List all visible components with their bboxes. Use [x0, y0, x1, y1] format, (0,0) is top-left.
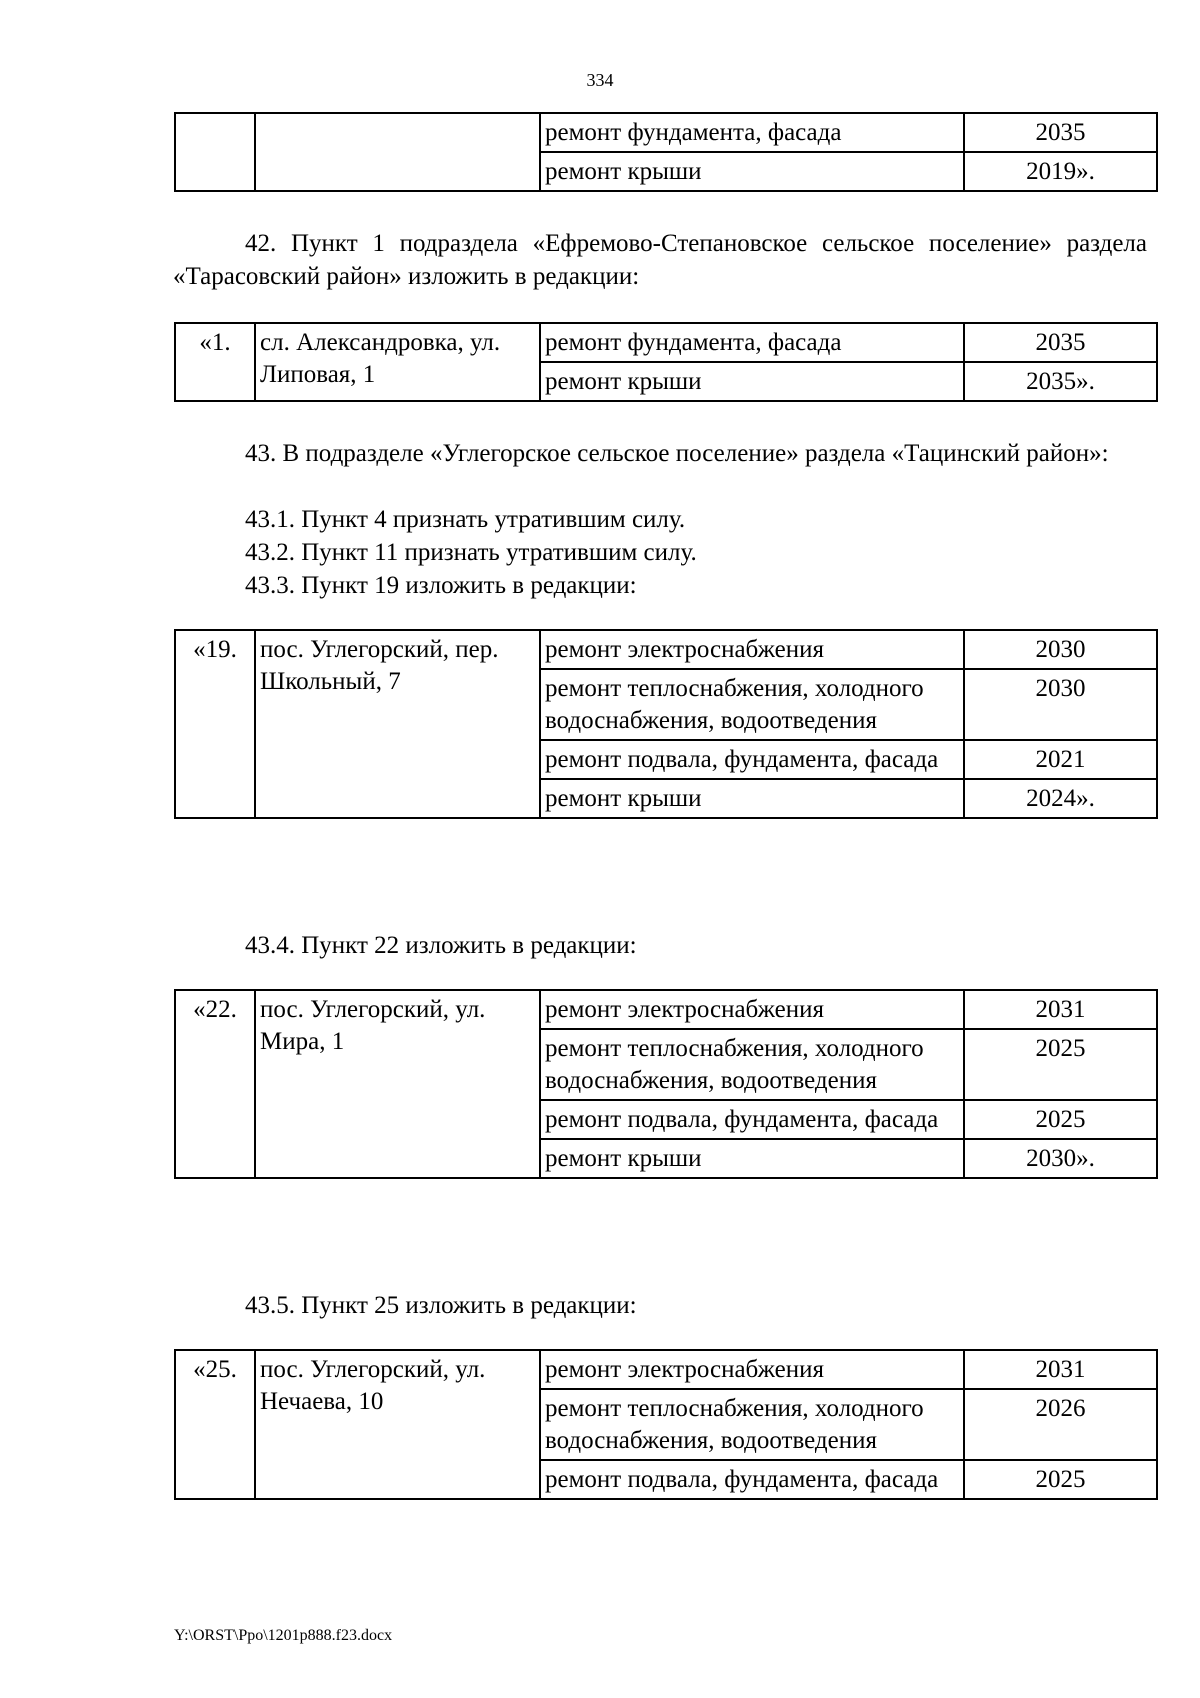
cell-year: 2024».	[964, 779, 1157, 818]
cell-work: ремонт крыши	[540, 152, 964, 191]
table-row	[175, 990, 1157, 1029]
cell-work: ремонт электроснабжения	[540, 630, 964, 669]
cell-work: ремонт фундамента, фасада	[540, 323, 964, 362]
cell-num: «19.	[175, 630, 255, 818]
cell-work: ремонт подвала, фундамента, фасада	[540, 1460, 964, 1499]
cell-year: 2035	[964, 323, 1157, 362]
cell-address: сл. Александровка, ул. Липовая, 1	[255, 323, 540, 401]
paragraph-43-5: 43.5. Пункт 25 изложить в редакции:	[245, 1292, 637, 1319]
cell-work: ремонт теплоснабжения, холодного водоснабжения, водоотведения	[540, 1029, 964, 1100]
table-row	[175, 630, 1157, 669]
table-row	[175, 1350, 1157, 1389]
cell-year: 2026	[964, 1389, 1157, 1460]
cell-address: пос. Углегорский, пер. Школьный, 7	[255, 630, 540, 818]
cell-year: 2031	[964, 1350, 1157, 1389]
cell-work: ремонт крыши	[540, 1139, 964, 1178]
cell-year: 2019».	[964, 152, 1157, 191]
cell-work: ремонт теплоснабжения, холодного водоснабжения, водоотведения	[540, 669, 964, 740]
cell-year: 2021	[964, 740, 1157, 779]
cell-year: 2031	[964, 990, 1157, 1029]
cell-year: 2030	[964, 669, 1157, 740]
cell-num: «22.	[175, 990, 255, 1178]
cell-year: 2030».	[964, 1139, 1157, 1178]
table-item-19	[174, 629, 1158, 819]
paragraph-43-4: 43.4. Пункт 22 изложить в редакции:	[245, 932, 637, 959]
paragraph-42: 42. Пункт 1 подраздела «Ефремово-Степановское сельское поселение» раздела «Тарасовский район» изложить в редакции:	[173, 230, 1147, 290]
cell-address: пос. Углегорский, ул. Мира, 1	[255, 990, 540, 1178]
cell-num: «25.	[175, 1350, 255, 1499]
cell-work: ремонт подвала, фундамента, фасада	[540, 740, 964, 779]
paragraph-43-1: 43.1. Пункт 4 признать утратившим силу.	[245, 506, 686, 533]
cell-year: 2025	[964, 1460, 1157, 1499]
cell-work: ремонт крыши	[540, 779, 964, 818]
paragraph-43-3: 43.3. Пункт 19 изложить в редакции:	[245, 572, 637, 599]
cell-year: 2035	[964, 113, 1157, 152]
cell-num	[175, 113, 255, 191]
cell-address	[255, 113, 540, 191]
cell-year: 2030	[964, 630, 1157, 669]
footer-file-path: Y:\ORST\Ppo\1201p888.f23.docx	[174, 1627, 393, 1644]
paragraph-43: 43. В подразделе «Углегорское сельское поселение» раздела «Тацинский район»:	[245, 440, 1109, 467]
table-item-25	[174, 1349, 1158, 1500]
cell-work: ремонт теплоснабжения, холодного водоснабжения, водоотведения	[540, 1389, 964, 1460]
cell-work: ремонт фундамента, фасада	[540, 113, 964, 152]
cell-work: ремонт крыши	[540, 362, 964, 401]
cell-year: 2025	[964, 1100, 1157, 1139]
cell-work: ремонт подвала, фундамента, фасада	[540, 1100, 964, 1139]
table-continuation	[174, 112, 1158, 192]
cell-address: пос. Углегорский, ул. Нечаева, 10	[255, 1350, 540, 1499]
table-row	[175, 113, 1157, 152]
cell-work: ремонт электроснабжения	[540, 990, 964, 1029]
cell-num: «1.	[175, 323, 255, 401]
paragraph-43-2: 43.2. Пункт 11 признать утратившим силу.	[245, 539, 697, 566]
table-item-22	[174, 989, 1158, 1179]
page-number: 334	[586, 70, 614, 90]
cell-work: ремонт электроснабжения	[540, 1350, 964, 1389]
table-item-1	[174, 322, 1158, 402]
table-row	[175, 323, 1157, 362]
cell-year: 2035».	[964, 362, 1157, 401]
cell-year: 2025	[964, 1029, 1157, 1100]
